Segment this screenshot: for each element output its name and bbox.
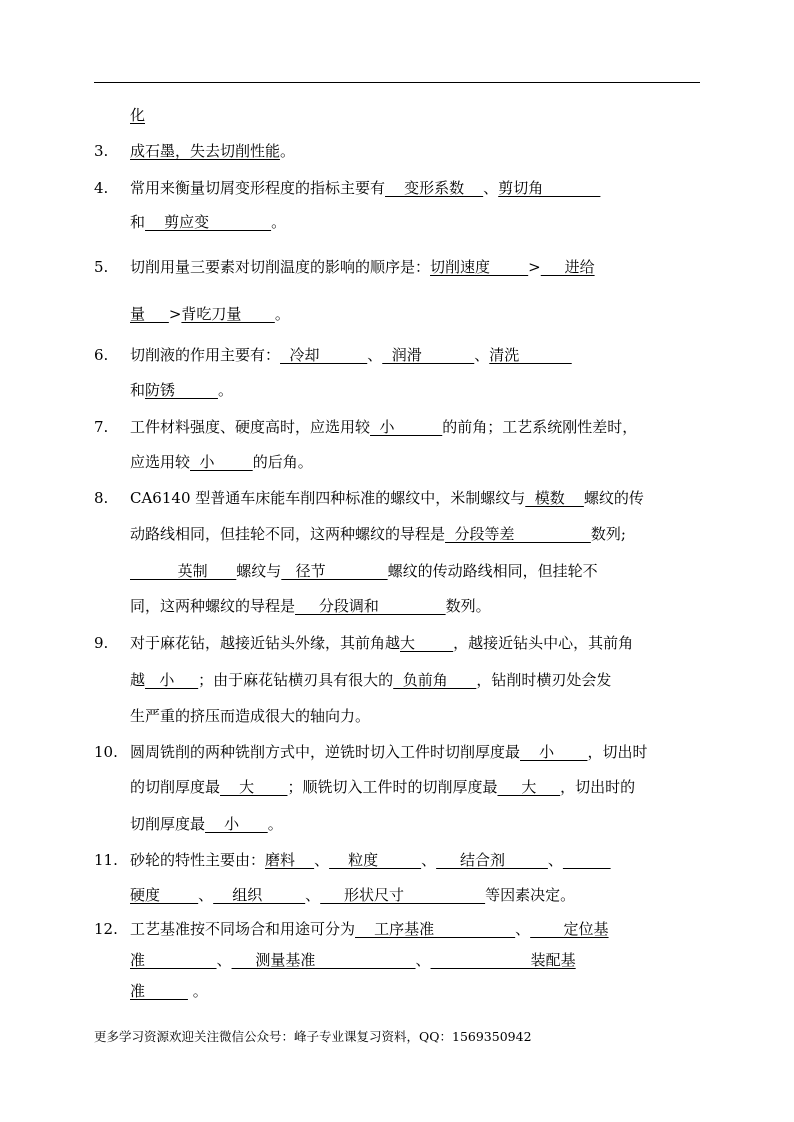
greater-than-sign: > xyxy=(168,305,182,323)
text-segment: 的后角。 xyxy=(252,453,313,471)
text-segment: ；由于麻花钻横刃具有很大的 xyxy=(198,671,394,689)
text-segment: 。 xyxy=(271,213,287,231)
text-segment: 。 xyxy=(267,815,283,833)
text-line xyxy=(130,705,700,727)
blank-answer: 成石墨，失去切削性能 xyxy=(130,142,281,160)
blank-answer: 准 xyxy=(130,951,217,969)
blank-answer: 小 xyxy=(520,743,588,761)
text-segment: 工艺基准按不同场合和用途可分为 xyxy=(130,920,356,938)
blank-answer: 分段调和 xyxy=(295,597,446,615)
item-number: 11. xyxy=(94,851,118,869)
text-segment: 对于麻花钻，越接近钻头外缘，其前角越 xyxy=(130,634,401,652)
blank-answer xyxy=(563,851,611,869)
text-segment: 、 xyxy=(474,346,490,364)
text-segment: 螺纹的传动路线相同，但挂轮不 xyxy=(387,562,598,580)
text-segment: ，越接近钻头中心，其前角 xyxy=(453,634,634,652)
blank-answer: 结合剂 xyxy=(436,851,548,869)
item-number: 8. xyxy=(94,489,109,507)
blank-answer: 冷却 xyxy=(280,346,368,364)
text-segment: ，钻削时横刃处会发 xyxy=(476,671,612,689)
blank-answer: 装配基 xyxy=(430,951,576,969)
blank-answer: 硬度 xyxy=(130,886,199,904)
text-line xyxy=(130,741,700,763)
text-segment: 、 xyxy=(216,951,232,969)
blank-answer: 大 xyxy=(220,778,288,796)
blank-answer: 防锈 xyxy=(145,381,218,399)
text-segment: 工件材料强度、硬度高时，应选用较 xyxy=(130,418,371,436)
blank-answer: 剪切角 xyxy=(498,179,601,197)
text-line xyxy=(130,776,700,798)
blank-answer: 清洗 xyxy=(489,346,572,364)
blank-answer: 大 xyxy=(400,634,454,652)
blank-answer: 润滑 xyxy=(382,346,475,364)
text-segment: 和 xyxy=(130,381,146,399)
text-line xyxy=(130,632,700,654)
blank-answer: 分段等差 xyxy=(445,525,591,543)
blank-answer: 量 xyxy=(130,305,169,323)
text-segment: 、 xyxy=(198,886,214,904)
text-segment: 。 xyxy=(280,142,296,160)
text-segment: 、 xyxy=(367,346,383,364)
text-segment: 应选用较 xyxy=(130,453,191,471)
text-line xyxy=(130,849,700,871)
text-segment: 越 xyxy=(130,671,146,689)
text-segment: 。 xyxy=(187,982,208,1000)
blank-answer: 形状尺寸 xyxy=(320,886,486,904)
text-segment: CA6140 型普通车床能车削四种标准的螺纹中，米制螺纹与 xyxy=(130,489,526,507)
item-number: 12. xyxy=(94,920,118,938)
text-line xyxy=(130,918,700,940)
text-segment: 砂轮的特性主要由： xyxy=(130,851,266,869)
text-line xyxy=(130,595,700,617)
blank-answer: 背吃刀量 xyxy=(181,305,275,323)
text-segment: 螺纹的传 xyxy=(583,489,644,507)
text-segment: 、 xyxy=(421,851,437,869)
text-line xyxy=(130,884,700,906)
blank-answer: 组织 xyxy=(213,886,306,904)
text-line xyxy=(130,949,700,971)
blank-answer: 化 xyxy=(130,106,146,124)
text-segment: 、 xyxy=(415,951,431,969)
blank-answer: 定位基 xyxy=(530,920,609,938)
header-rule xyxy=(94,82,700,83)
text-segment: 和 xyxy=(130,213,146,231)
text-line xyxy=(130,669,700,691)
text-line xyxy=(130,980,700,1002)
text-segment: 常用来衡量切屑变形程度的指标主要有 xyxy=(130,179,386,197)
text-segment: 、 xyxy=(305,886,321,904)
blank-answer: 小 xyxy=(145,671,199,689)
blank-answer: 小 xyxy=(205,815,268,833)
greater-than-sign: > xyxy=(528,258,541,276)
text-segment: 、 xyxy=(314,851,330,869)
blank-answer: 负前角 xyxy=(393,671,477,689)
text-line xyxy=(130,140,700,162)
text-segment: ；顺铣切入工件时的切削厚度最 xyxy=(287,778,498,796)
blank-answer: 径节 xyxy=(281,562,388,580)
text-line xyxy=(130,813,700,835)
blank-answer: 剪应变 xyxy=(145,213,272,231)
item-number: 4. xyxy=(94,179,109,197)
text-segment: 螺纹与 xyxy=(236,562,282,580)
text-line xyxy=(130,303,700,325)
blank-answer: 小 xyxy=(370,418,443,436)
text-segment: 切削厚度最 xyxy=(130,815,206,833)
blank-answer: 变形系数 xyxy=(385,179,484,197)
text-line xyxy=(130,560,700,582)
text-segment: 动路线相同，但挂轮不同，这两种螺纹的导程是 xyxy=(130,525,446,543)
text-segment: 、 xyxy=(483,179,499,197)
blank-answer: 粒度 xyxy=(329,851,422,869)
text-line xyxy=(130,523,700,545)
item-number: 9. xyxy=(94,634,109,652)
blank-answer: 模数 xyxy=(525,489,584,507)
text-segment: 的前角；工艺系统刚性差时， xyxy=(442,418,638,436)
text-segment: 、 xyxy=(515,920,531,938)
text-segment: 生严重的挤压而造成很大的轴向力。 xyxy=(130,707,371,725)
text-line xyxy=(130,104,700,126)
text-line xyxy=(130,451,700,473)
text-segment: 同，这两种螺纹的导程是 xyxy=(130,597,296,615)
text-segment: 数列; xyxy=(590,525,626,543)
blank-answer: 英制 xyxy=(130,562,237,580)
text-segment: 的切削厚度最 xyxy=(130,778,221,796)
text-segment: 圆周铣削的两种铣削方式中，逆铣时切入工件时切削厚度最 xyxy=(130,743,521,761)
item-number: 3. xyxy=(94,142,109,160)
blank-answer: 进给 xyxy=(540,258,595,276)
footer-note: 更多学习资源欢迎关注微信公众号：峰子专业课复习资料，QQ：1569350942 xyxy=(94,1029,532,1044)
text-line xyxy=(130,344,700,366)
text-segment: ，切出时的 xyxy=(560,778,636,796)
item-number: 10. xyxy=(94,743,118,761)
blank-answer: 测量基准 xyxy=(231,951,416,969)
text-segment: 数列。 xyxy=(445,597,491,615)
text-segment: 、 xyxy=(547,851,563,869)
blank-answer: 准 xyxy=(130,982,188,1000)
blank-answer: 工序基准 xyxy=(355,920,516,938)
text-line xyxy=(130,379,700,401)
text-segment: ，切出时 xyxy=(587,743,648,761)
text-segment: 。 xyxy=(274,305,290,323)
text-segment: 。 xyxy=(217,381,233,399)
text-line xyxy=(130,177,700,199)
blank-answer: 磨料 xyxy=(265,851,315,869)
text-line xyxy=(130,487,700,509)
blank-answer: 切削速度 xyxy=(430,258,529,276)
text-segment: 等因素决定。 xyxy=(485,886,576,904)
item-number: 7. xyxy=(94,418,109,436)
blank-answer: 小 xyxy=(190,453,253,471)
text-line xyxy=(130,211,700,233)
item-number: 6. xyxy=(94,346,109,364)
item-number: 5. xyxy=(94,258,109,276)
text-line xyxy=(130,416,700,438)
blank-answer: 大 xyxy=(497,778,561,796)
text-segment: 切削液的作用主要有： xyxy=(130,346,281,364)
text-segment: 切削用量三要素对切削温度的影响的顺序是： xyxy=(130,258,431,276)
text-line xyxy=(130,256,700,278)
